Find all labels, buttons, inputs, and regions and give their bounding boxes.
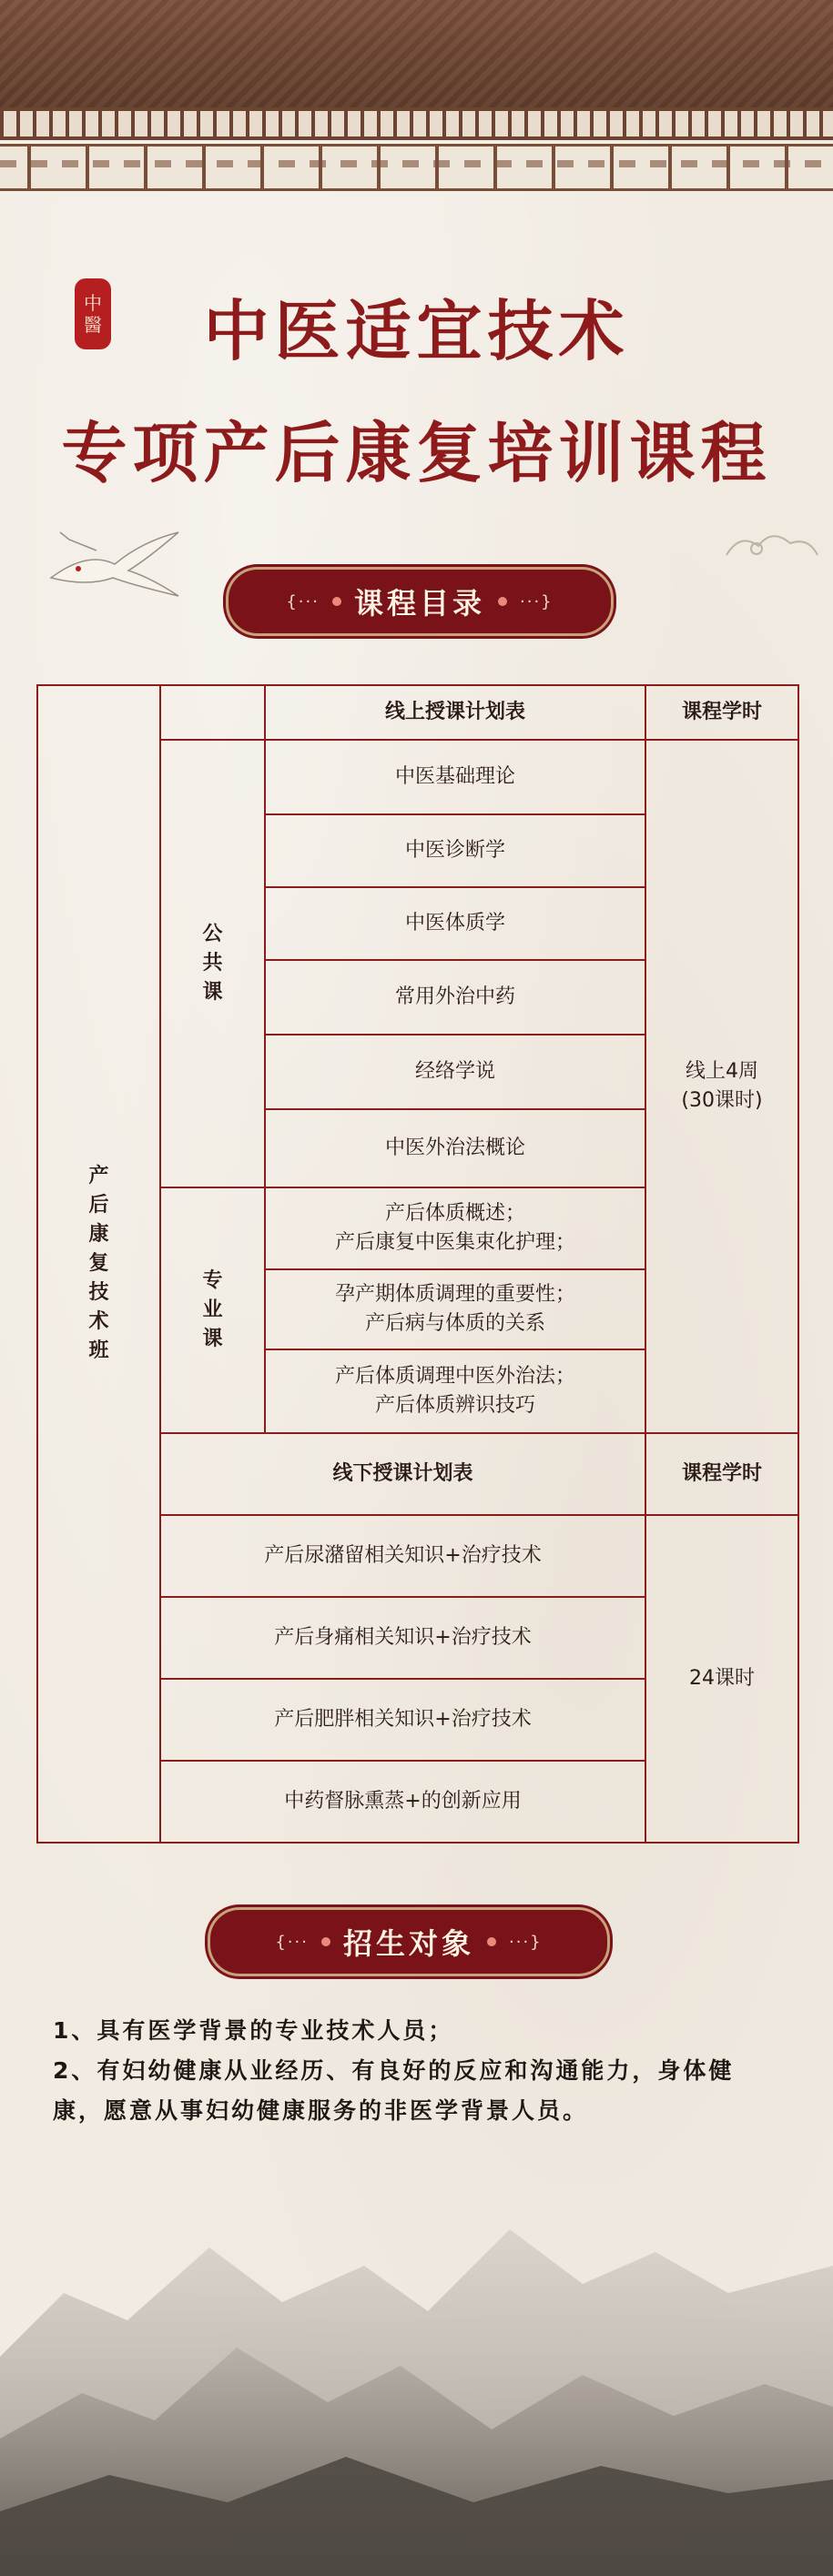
list-item: 2、有妇幼健康从业经历、有良好的反应和沟通能力，身体健康，愿意从事妇幼健康服务的非医学背景人员。 xyxy=(53,2057,735,2124)
table-row: 产后体质调理中医外治法； 产后体质辨识技巧 xyxy=(265,1349,645,1433)
dot-icon xyxy=(332,597,341,606)
table-row: 中药督脉熏蒸+的创新应用 xyxy=(284,1790,522,1813)
table-row: 产后肥胖相关知识+治疗技术 xyxy=(161,1680,645,1762)
hours-header: 课程学时 xyxy=(645,685,798,740)
deco-right: ···} xyxy=(509,1932,543,1952)
course-table xyxy=(36,684,799,1844)
audience-list xyxy=(53,2011,781,2131)
dot-icon xyxy=(487,1937,496,1946)
page-title-line1: 中医适宜技术 xyxy=(203,292,630,369)
crane-icon xyxy=(42,514,188,605)
table-row: 经络学说 xyxy=(265,1035,645,1109)
list-item: 1、具有医学背景的专业技术人员； xyxy=(53,2017,454,2044)
lattice-border-top xyxy=(0,107,833,140)
mountain-ink-illustration xyxy=(0,2166,833,2576)
empty-header-cell xyxy=(160,685,265,740)
section-header-audience xyxy=(208,1907,610,1976)
table-row: 常用外治中药 xyxy=(265,960,645,1035)
major-course-label: 专 业 课 xyxy=(160,1187,265,1433)
class-name-cell: 产 后 康 复 技 术 班 xyxy=(37,685,160,1843)
table-row: 产后尿潴留相关知识+治疗技术 xyxy=(161,1516,645,1598)
table-row: 中医外治法概论 xyxy=(265,1109,645,1187)
offline-plan-header: 线下授课计划表 xyxy=(160,1433,645,1515)
section-header-catalog xyxy=(226,567,614,636)
offline-hours-header: 课程学时 xyxy=(645,1433,798,1515)
online-hours-cell: 线上4周 (30课时) xyxy=(645,740,798,1433)
seal-char: 醫 xyxy=(84,314,102,336)
deco-left: {··· xyxy=(286,591,320,611)
table-row: 孕产期体质调理的重要性； 产后病与体质的关系 xyxy=(265,1269,645,1349)
lattice-pattern xyxy=(0,160,833,167)
cloud-ornament-icon xyxy=(722,523,822,569)
offline-course-list xyxy=(160,1515,645,1843)
seal-char: 中 xyxy=(84,292,102,314)
table-row: 产后身痛相关知识+治疗技术 xyxy=(161,1598,645,1680)
table-row: 中医基础理论 xyxy=(265,740,645,814)
dot-icon xyxy=(321,1937,330,1946)
page-title-line2: 专项产后康复培训课程 xyxy=(61,414,772,491)
table-row: 中医体质学 xyxy=(265,887,645,960)
deco-left: {··· xyxy=(275,1932,309,1952)
table-row: 中医诊断学 xyxy=(265,814,645,887)
offline-hours-cell: 24课时 xyxy=(645,1515,798,1843)
public-course-label: 公 共 课 xyxy=(160,740,265,1187)
table-row: 产后体质概述； 产后康复中医集束化护理； xyxy=(265,1187,645,1269)
section-title: 课程目录 xyxy=(353,586,485,621)
section-title: 招生对象 xyxy=(342,1926,474,1961)
dot-icon xyxy=(498,597,507,606)
top-wood-band xyxy=(0,0,833,107)
lattice-border-bottom xyxy=(0,144,833,191)
online-plan-header: 线上授课计划表 xyxy=(265,685,645,740)
deco-right: ···} xyxy=(520,591,554,611)
